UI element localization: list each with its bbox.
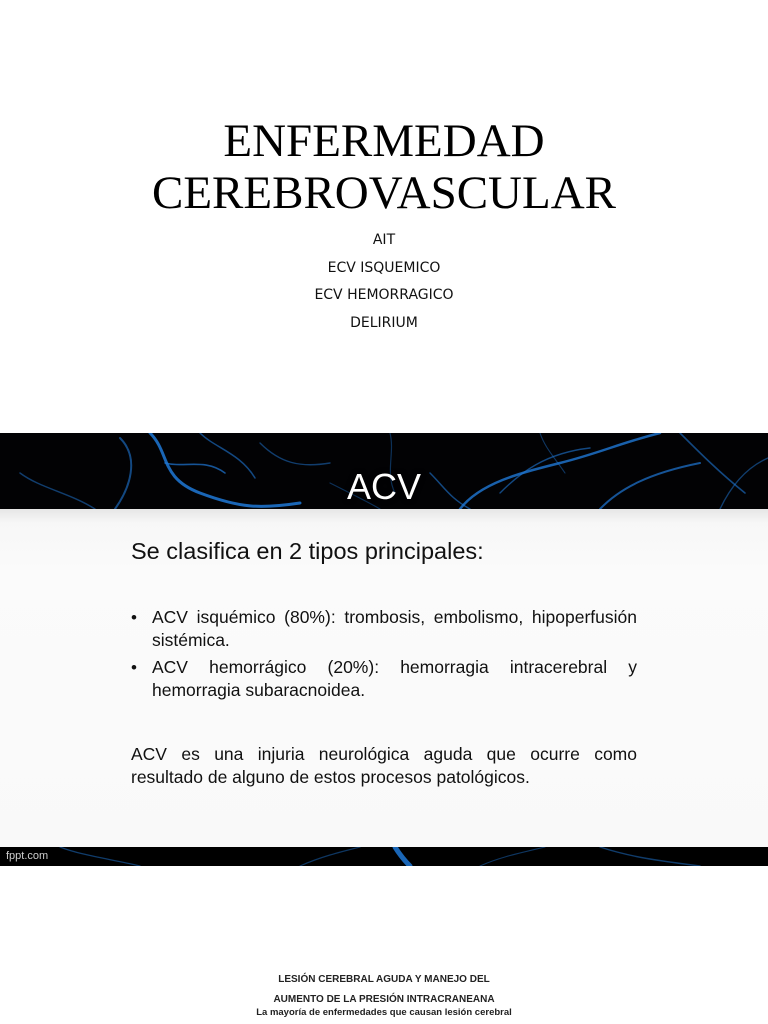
slide-1-title-line2: CEREBROVASCULAR [151,167,616,219]
slide-1-title-line1: ENFERMEDAD [223,115,545,167]
slide-1 [0,0,768,430]
slide-2 [0,433,768,866]
slide-1-topic-list [0,227,768,337]
slide-2-header-banner [0,433,768,509]
footer-watermark: fppt.com [6,850,49,862]
slide-2-intro: Se clasifica en 2 tipos principales: [131,538,484,564]
slide-3-heading [0,970,768,1010]
bullet-item: • ACV hemorrágico (20%): hemorragia intracerebral y hemorragia subaracnoidea. [131,656,637,702]
slide-2-title: ACV [346,466,422,507]
bullet-item: • ACV isquémico (80%): trombosis, embolismo, hipoperfusión sistémica. [131,606,637,652]
topic-item: DELIRIUM [350,314,418,331]
slide-1-title [0,115,768,219]
slide-3-heading-line1: LESIÓN CEREBRAL AGUDA Y MANEJO DEL [278,974,490,985]
topic-item: ECV HEMORRAGICO [314,287,454,303]
topic-item: AIT [372,232,396,248]
blood-vessels-footer-image [0,847,768,866]
slide-2-bullet-list [131,606,637,706]
slide-2-footer-banner [0,847,768,866]
topic-item: ECV ISQUEMICO [327,259,441,276]
slide-3-text: La mayoría de enfermedades que causan lesión cerebral [256,1007,512,1018]
slide-2-paragraph: ACV es una injuria neurológica aguda que ocurre como resultado de alguno de estos procesos patológicos. [131,744,637,787]
slide-3 [0,866,768,1024]
slide-3-heading-line2: AUMENTO DE LA PRESIÓN INTRACRANEANA [273,994,495,1005]
